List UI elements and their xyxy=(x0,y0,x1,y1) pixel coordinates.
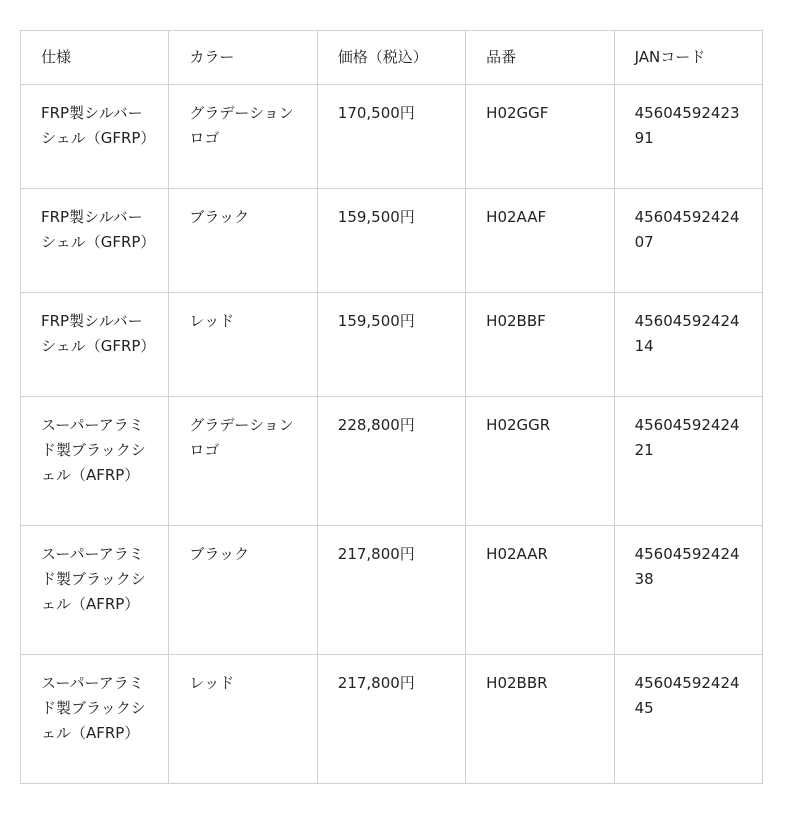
table-row xyxy=(21,526,763,655)
cell-price: 159,500円 xyxy=(317,189,465,293)
spec-table xyxy=(20,30,763,784)
cell-jan-code: 4560459242391 xyxy=(614,85,762,189)
table-row xyxy=(21,85,763,189)
spec-table-container xyxy=(20,30,763,784)
table-row xyxy=(21,293,763,397)
cell-price: 217,800円 xyxy=(317,655,465,784)
cell-spec: スーパーアラミド製ブラックシェル（AFRP） xyxy=(21,655,169,784)
header-jan-code: JANコード xyxy=(614,31,762,85)
table-row xyxy=(21,189,763,293)
cell-model-number: H02BBF xyxy=(466,293,614,397)
cell-spec: スーパーアラミド製ブラックシェル（AFRP） xyxy=(21,397,169,526)
cell-jan-code: 4560459242445 xyxy=(614,655,762,784)
cell-color: レッド xyxy=(169,655,317,784)
cell-jan-code: 4560459242414 xyxy=(614,293,762,397)
cell-price: 159,500円 xyxy=(317,293,465,397)
header-price: 価格（税込） xyxy=(317,31,465,85)
cell-model-number: H02GGR xyxy=(466,397,614,526)
cell-model-number: H02BBR xyxy=(466,655,614,784)
cell-color: グラデーションロゴ xyxy=(169,85,317,189)
cell-spec: FRP製シルバーシェル（GFRP） xyxy=(21,85,169,189)
cell-price: 217,800円 xyxy=(317,526,465,655)
cell-jan-code: 4560459242407 xyxy=(614,189,762,293)
cell-color: グラデーションロゴ xyxy=(169,397,317,526)
cell-spec: スーパーアラミド製ブラックシェル（AFRP） xyxy=(21,526,169,655)
cell-color: ブラック xyxy=(169,526,317,655)
table-header xyxy=(21,31,763,85)
cell-jan-code: 4560459242421 xyxy=(614,397,762,526)
table-row xyxy=(21,397,763,526)
cell-model-number: H02AAF xyxy=(466,189,614,293)
cell-color: レッド xyxy=(169,293,317,397)
cell-price: 228,800円 xyxy=(317,397,465,526)
cell-model-number: H02GGF xyxy=(466,85,614,189)
header-model-number: 品番 xyxy=(466,31,614,85)
cell-spec: FRP製シルバーシェル（GFRP） xyxy=(21,189,169,293)
header-color: カラー xyxy=(169,31,317,85)
cell-spec: FRP製シルバーシェル（GFRP） xyxy=(21,293,169,397)
cell-price: 170,500円 xyxy=(317,85,465,189)
cell-color: ブラック xyxy=(169,189,317,293)
table-row xyxy=(21,655,763,784)
cell-jan-code: 4560459242438 xyxy=(614,526,762,655)
table-body xyxy=(21,85,763,784)
header-row xyxy=(21,31,763,85)
header-spec: 仕様 xyxy=(21,31,169,85)
cell-model-number: H02AAR xyxy=(466,526,614,655)
